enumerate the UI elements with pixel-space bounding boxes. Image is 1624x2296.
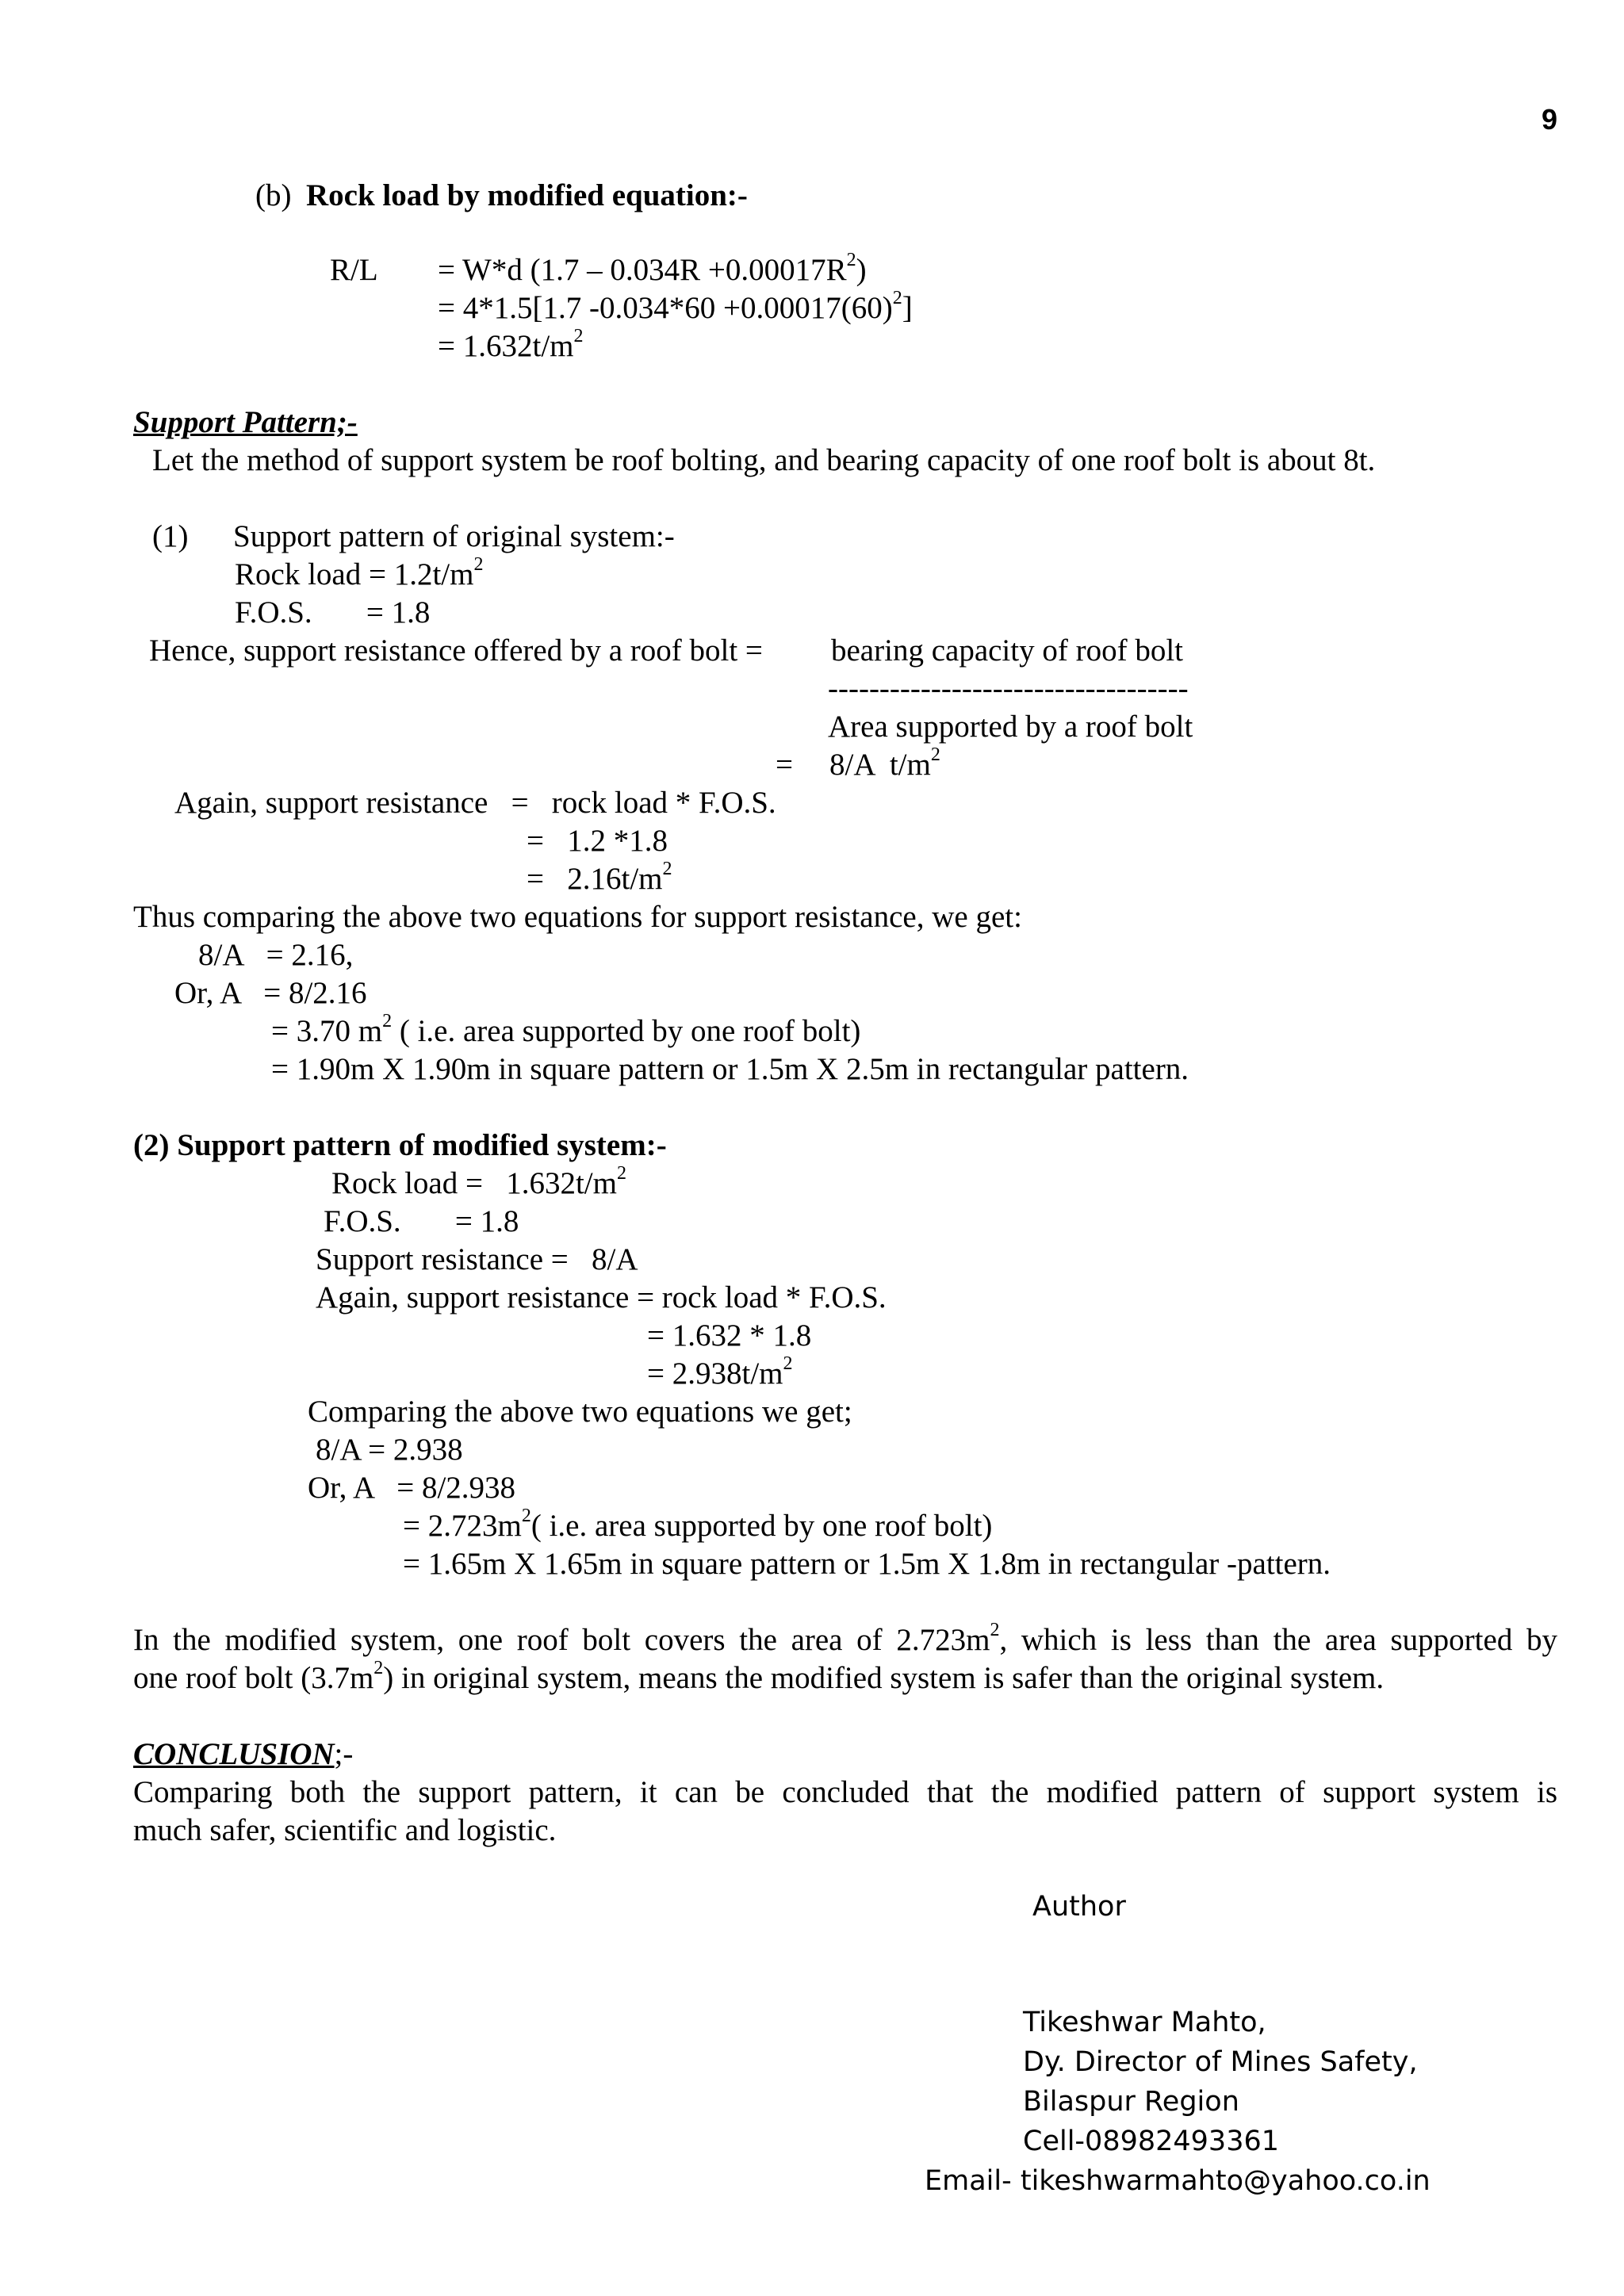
modified-rock-load: Rock load = $1.632t/m^2$ (331, 1163, 626, 1200)
author-cell: Cell-08982493361 (1023, 2126, 1279, 2157)
original-c4: = 1.90m X 1.90m in square pattern or 1.5m X 2.5m in rectangular pattern. (271, 1052, 1189, 1086)
original-c3: = 3.70 $m^2$ ( i.e. area supported by one roof bolt) (271, 1011, 861, 1048)
support-pattern-heading: Support Pattern;- (133, 405, 358, 439)
author-name: Tikeshwar Mahto, (1023, 2007, 1266, 2038)
modified-title: (2) Support pattern of modified system:- (133, 1128, 667, 1162)
modified-again-2: = 1.632 * 1.8 (647, 1318, 812, 1353)
original-fos: F.O.S. = 1.8 (235, 595, 431, 629)
original-result: 8/A $t/m^2$ (829, 744, 940, 782)
support-pattern-intro: Let the method of support system be roof bolting, and bearing capacity of one roof bolt is about 8t. (152, 443, 1376, 477)
modified-again: Again, support resistance = rock load * F.O.S. (316, 1280, 887, 1314)
original-hence: Hence, support resistance offered by a roof bolt = (149, 633, 763, 668)
modified-again-3: = $2.938t/m^2$ (647, 1353, 793, 1391)
modified-c1: 8/A = 2.938 (316, 1433, 463, 1467)
original-rock-load: Rock load = $1.2t/m^2$ (235, 554, 484, 591)
page-number: 9 (1542, 103, 1558, 136)
conclusion-line-1: Comparing both the support pattern, it can be concluded that the modified pattern of support system is (133, 1775, 1557, 1809)
original-numerator: bearing capacity of roof bolt (831, 633, 1183, 668)
modified-c2: Or, A = 8/2.938 (308, 1471, 516, 1505)
modified-c4: = 1.65m X 1.65m in square pattern or 1.5m X 1.8m in rectangular -pattern. (403, 1547, 1331, 1581)
original-thus: Thus comparing the above two equations for support resistance, we get: (133, 900, 1022, 934)
original-num: (1) (152, 519, 189, 553)
section-b-title: Rock load by modified equation:- (306, 178, 748, 212)
summary-line-2: one roof bolt $(3.7m^2)$ in original system, means the modified system is safer than the original system. (133, 1658, 1385, 1695)
modified-fos: F.O.S. = 1.8 (324, 1204, 519, 1238)
summary-line-1: In the modified system, one roof bolt covers the area of $2.723m^2$, which is less than the area supported by (133, 1620, 1558, 1657)
original-eq-sign: = (776, 748, 793, 782)
original-divider: ----------------------------------- (828, 672, 1189, 706)
original-again-3: = $2.16t/m^2$ (527, 859, 672, 896)
original-again: Again, support resistance = rock load * F.O.S. (174, 786, 776, 820)
rl-label: R/L (330, 253, 378, 287)
original-c2: Or, A = 8/2.16 (174, 976, 367, 1010)
conclusion-line-2: much safer, scientific and logistic. (133, 1813, 557, 1847)
equation-line-1: = W*d $(1.7 - 0.034R +0.00017R^2)$ (438, 250, 867, 287)
modified-comparing: Comparing the above two equations we get; (308, 1395, 852, 1429)
author-region: Bilaspur Region (1023, 2086, 1239, 2118)
original-denominator: Area supported by a roof bolt (828, 710, 1193, 744)
author-label: Author (1032, 1891, 1126, 1923)
original-c1: 8/A = 2.16, (198, 938, 354, 972)
equation-line-3: = $1.632t/m^2$ (438, 326, 584, 363)
equation-line-2: = 4*1.5[1.7 $-0.034*60 +0.00017(60)^2$] (438, 288, 913, 325)
modified-c3: = $2.723m^2$( i.e. area supported by one roof bolt) (403, 1506, 993, 1543)
modified-support: Support resistance = 8/A (316, 1242, 638, 1276)
conclusion-heading: CONCLUSION;- (133, 1737, 354, 1771)
section-b-label: (b) (255, 178, 292, 212)
author-title: Dy. Director of Mines Safety, (1023, 2046, 1418, 2078)
original-title: Support pattern of original system:- (233, 519, 675, 553)
author-email: Email- tikeshwarmahto@yahoo.co.in (925, 2165, 1431, 2197)
original-again-2: = 1.2 *1.8 (527, 824, 668, 858)
